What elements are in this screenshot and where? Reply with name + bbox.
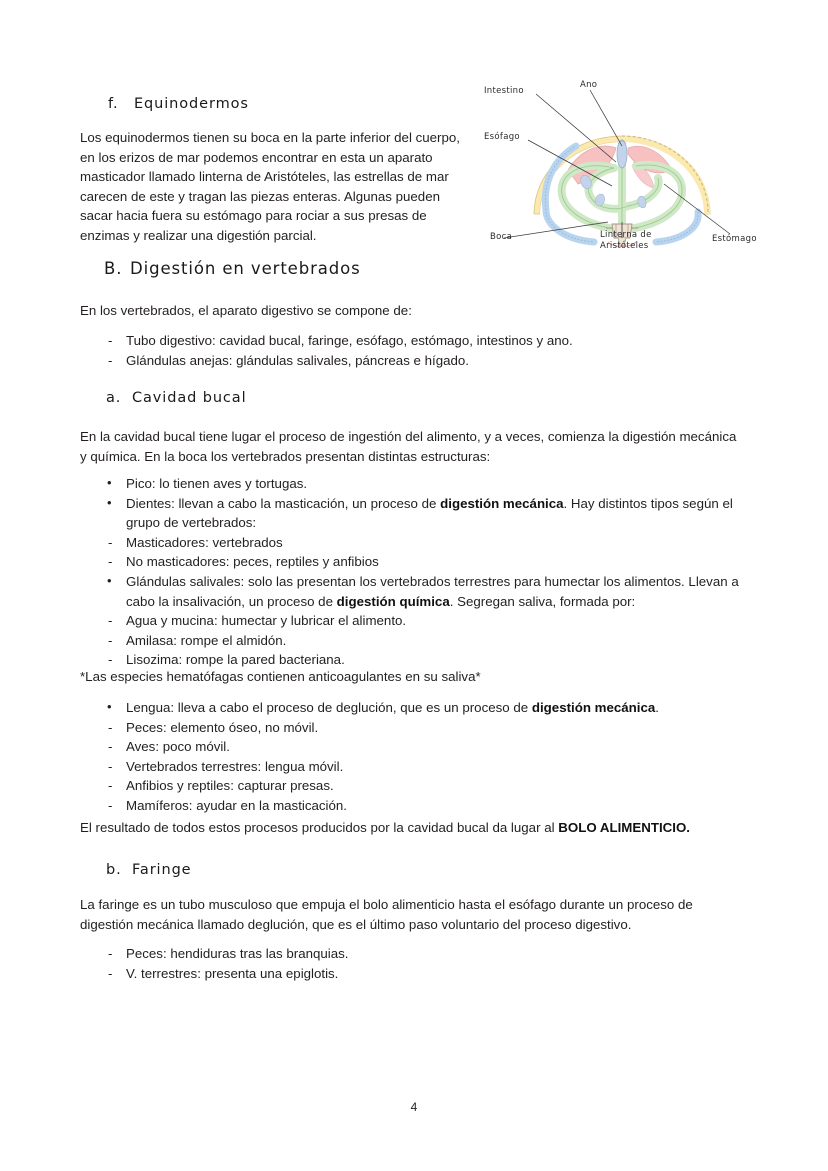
list-lengua (80, 698, 750, 816)
heading-cavidad-label: a. (106, 390, 122, 406)
list-item (80, 572, 750, 611)
list-item (80, 698, 750, 718)
list-item-text-after: . (655, 700, 659, 715)
list-item-text: Anfibios y reptiles: capturar presas. (126, 778, 334, 794)
list-item-text: Pico: lo tienen aves y tortugas. (126, 476, 308, 491)
heading-cavidad-bucal (106, 390, 247, 406)
list-estructuras-bucales (80, 474, 750, 670)
list-item-text: Peces: elemento óseo, no móvil. (126, 719, 319, 735)
figure-label-esofago: Esófago (484, 132, 520, 142)
list-item: - V. terrestres: presenta una epiglotis. (80, 964, 680, 984)
heading-faringe-title: Faringe (132, 862, 192, 878)
list-item (80, 757, 750, 777)
note-hematofagas: *Las especies hematófagas contienen anticoagulantes en su saliva* (80, 669, 481, 684)
figure-label-boca: Boca (490, 232, 513, 242)
list-tubo-digestivo (80, 331, 740, 370)
heading-equinodermos-title: Equinodermos (134, 96, 249, 112)
paragraph-bolo-alimenticio (80, 818, 750, 838)
list-item-text: Glándulas salivales: solo las presentan los vertebrados terrestres para humectar los alimentos. Llevan a cabo la insalivación, un proceso de (126, 573, 739, 609)
paragraph-equinodermos: Los equinodermos tienen su boca en la parte inferior del cuerpo, en los erizos de mar podemos encontrar en esta un aparato masticador llamado linterna de Aristóteles, las estrellas de mar carecen de este y tragan las piezas enteras. Algunas pueden sacar hacia fuera su estómago para rociar a sus presas de enzimas y realizar una digestión parcial. (80, 130, 460, 243)
list-item-text: No masticadores: peces, reptiles y anfibios (126, 554, 379, 570)
emphasis-term: digestión mecánica (440, 495, 564, 511)
sea-urchin-digestive-diagram (472, 62, 772, 260)
emphasis-term: digestión química (336, 593, 450, 609)
anus-structure (617, 140, 627, 168)
heading-faringe (106, 862, 192, 878)
list-item-text: Agua y mucina: humectar y lubricar el alimento. (126, 613, 407, 629)
list-faringe (80, 944, 680, 983)
list-item (80, 796, 750, 816)
list-item: - Tubo digestivo: cavidad bucal, faringe, esófago, estómago, intestinos y ano. (80, 331, 740, 351)
paragraph-faringe: La faringe es un tubo musculoso que empuja el bolo alimenticio hasta el esófago durante un proceso de digestión mecánica llamado deglución, que es el último paso voluntario del proceso digestivo. (80, 897, 693, 932)
heading-faringe-label: b. (106, 862, 122, 878)
figure-label-linterna-line1: Linterna de (600, 230, 652, 240)
list-item (80, 533, 750, 553)
list-item-text: Lisozima: rompe la pared bacteriana. (126, 652, 345, 668)
list-item (80, 474, 750, 494)
list-item (80, 611, 750, 631)
list-item (80, 776, 750, 796)
figure-label-aristoteles-line2: Aristóteles (600, 241, 649, 251)
heading-cavidad-title: Cavidad bucal (132, 390, 247, 406)
list-item: - Peces: hendiduras tras las branquias. (80, 944, 680, 964)
figure-label-ano: Ano (580, 80, 598, 90)
list-item-text: Lengua: lleva a cabo el proceso de deglución, que es un proceso de (126, 700, 532, 715)
paragraph-cavidad-bucal: En la cavidad bucal tiene lugar el proceso de ingestión del alimento, y a veces, comienza la digestión mecánica y química. En la boca los vertebrados presentan distintas estructuras: (80, 429, 737, 464)
list-item-text: Vertebrados terrestres: lengua móvil. (126, 758, 344, 774)
list-item-text: Mamíferos: ayudar en la masticación. (126, 797, 347, 813)
list-item (80, 494, 750, 533)
conclusion-text: El resultado de todos estos procesos producidos por la cavidad bucal da lugar al (80, 820, 559, 835)
list-item-text: Aves: poco móvil. (126, 739, 230, 755)
list-item-text: Amilasa: rompe el almidón. (126, 632, 287, 648)
heading-equinodermos (108, 96, 249, 112)
heading-digestion-title: Digestión en vertebrados (130, 259, 361, 278)
list-item (80, 737, 750, 757)
list-item (80, 552, 750, 572)
list-item-text-after: . Hay distintos tipos según el grupo de vertebrados: (126, 495, 733, 531)
heading-digestion-label: B. (104, 259, 123, 278)
list-item: - Glándulas anejas: glándulas salivales, páncreas e hígado. (80, 351, 740, 371)
emphasis-bolo-alimenticio: BOLO ALIMENTICIO. (558, 820, 690, 835)
page-number: 4 (410, 1100, 418, 1114)
list-item (80, 718, 750, 738)
emphasis-term: digestión mecánica (531, 700, 656, 715)
heading-equinodermos-label: f. (108, 96, 119, 112)
figure-label-estomago: Estómago (712, 234, 757, 244)
list-item-text: Masticadores: vertebrados (126, 534, 283, 550)
list-item (80, 631, 750, 651)
heading-digestion-vertebrados (104, 259, 361, 278)
list-item-text: Dientes: llevan a cabo la masticación, un proceso de (126, 495, 441, 511)
figure-label-intestino: Intestino (484, 86, 524, 96)
paragraph-vertebrados-intro: En los vertebrados, el aparato digestivo se compone de: (80, 303, 412, 318)
list-item-text-after: . Segregan saliva, formada por: (449, 593, 636, 609)
